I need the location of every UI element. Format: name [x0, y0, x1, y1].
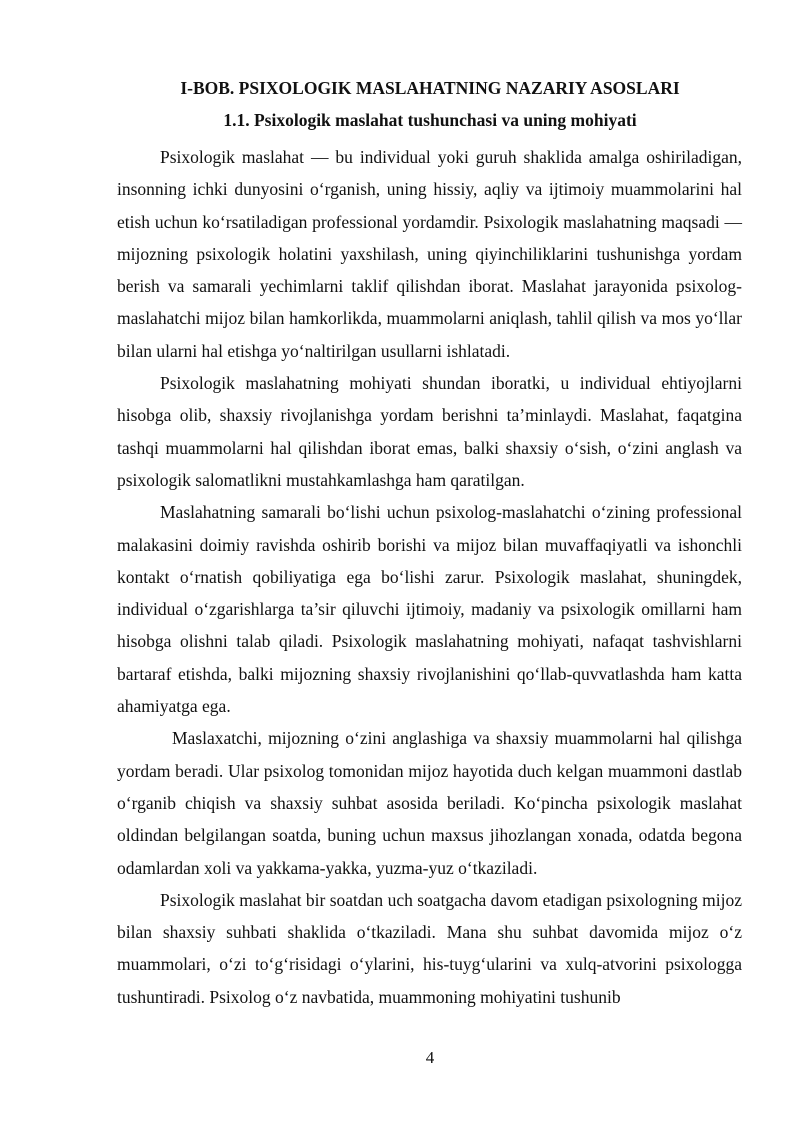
paragraph-1: Psixologik maslahat — bu individual yoki guruh shaklida amalga oshiriladigan, insonning ichki dunyosini o‘rganish, uning hissiy, aqliy va ijtimoiy muammolarini hal etish uchun ko‘rsatiladigan professional yordamdir. Psixologik maslahatning maqsadi — mijozning psixologik holatini yaxshilash, uning qiyinchiliklarini tushunishga yordam berish va samarali yechimlarni taklif qilishdan iborat. Maslahat jarayonida psixolog-maslahatchi mijoz bilan hamkorlikda, muammolarni aniqlash, tahlil qilish va mos yo‘llar bilan ularni hal etishga yo‘naltirilgan usullarni ishlatadi. — [117, 147, 742, 361]
body-text — [117, 141, 742, 1013]
paragraph-3: Maslahatning samarali bo‘lishi uchun psixolog-maslahatchi o‘zining professional malakasini doimiy ravishda oshirib borishi va mijoz bilan muvaffaqiyatli va ishonchli kontakt o‘rnatish qobiliyatiga ega bo‘lishi zarur. Psixologik maslahat, shuningdek, individual o‘zgarishlarga ta’sir qiluvchi ijtimoiy, madaniy va psixologik omillarni ham hisobga olishni talab qiladi. Psixologik maslahatning mohiyati, nafaqat tashvishlarni bartaraf etishda, balki mijozning shaxsiy rivojlanishini qo‘llab-quvvatlashda ham katta ahamiyatga ega. — [117, 502, 742, 717]
paragraph-5: Psixologik maslahat bir soatdan uch soatgacha davom etadigan psixologning mijoz bilan shaxsiy suhbati shaklida o‘tkaziladi. Mana shu suhbat davomida mijoz o‘z muammolari, o‘zi to‘g‘risidagi o‘ylarini, his-tuyg‘ularini va xulq-atvorini psixologga tushuntiradi. Psixolog o‘z navbatida, muammoning mohiyatini tushunib — [117, 889, 742, 1007]
page-number: 4 — [425, 1048, 435, 1067]
paragraph-4: Maslaxatchi, mijozning o‘zini anglashiga va shaxsiy muammolarni hal qilishga yordam beradi. Ular psixolog tomonidan mijoz hayotida duch kelgan muammoni dastlab o‘rganib chiqish va shaxsiy suhbat asosida beriladi. Ko‘pincha psixologik maslahat oldindan belgilangan soatda, buning uchun maxsus jihozlangan xonada, odatda begona odamlardan xoli va yakkama-yakka, yuzma-yuz o‘tkaziladi. — [117, 728, 742, 878]
section-title: 1.1. Psixologik maslahat tushunchasi va uning mohiyati — [223, 110, 637, 130]
paragraph-2: Psixologik maslahatning mohiyati shundan iboratki, u individual ehtiyojlarni hisobga olib, shaxsiy rivojlanishga yordam berishni ta’minlaydi. Maslahat, faqatgina tashqi muammolarni hal qilishdan iborat emas, balki shaxsiy o‘sish, o‘zini anglash va psixologik salomatlikni mustahkamlashga ham qaratilgan. — [117, 373, 742, 490]
chapter-title: I-BOB. PSIXOLOGIK MASLAHATNING NAZARIY ASOSLARI — [180, 78, 680, 98]
